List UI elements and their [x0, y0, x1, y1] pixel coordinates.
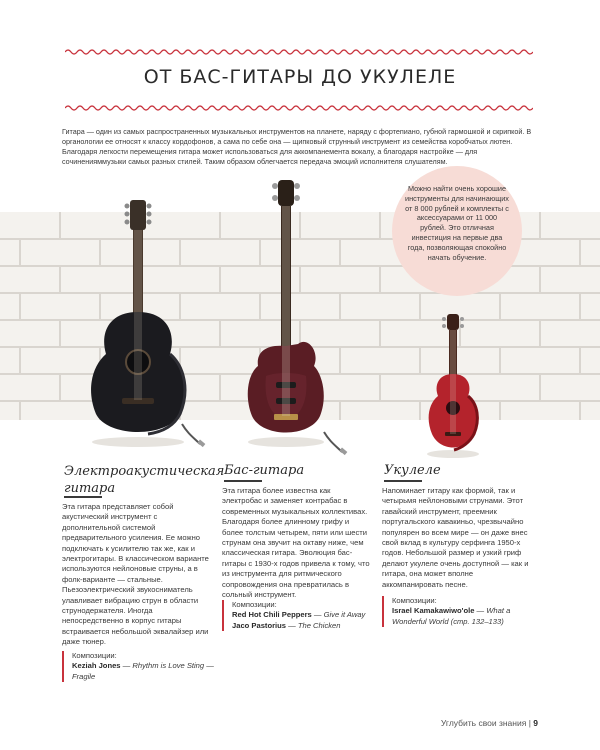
footer-separator: | [526, 718, 534, 728]
heading-bass: Бас-гитара [224, 463, 305, 478]
ukulele-illustration [418, 312, 488, 462]
intro-paragraph: Гитара — один из самых распространенных музыкальных инструментов на планете, наряду с фортепиано, губной гармошкой и скрипкой. В органологии ее относят к классу кордофонов, а сама по себе она — щипковый струнный инструмент из семейства коробчатых лютен. Благодаря легкости перемещения гитара может использоваться для аккомпанемента вокалу, а благодаря настройке — для сочиненияммузыки самых разных стилей. Таким образом облегчается передача эмоций исполнителя слушателям. [62, 127, 532, 166]
composition-separator: — [120, 661, 133, 671]
cable-jack-icon [178, 420, 208, 450]
composition-title: The Chicken [297, 620, 341, 630]
composition-title: Rhythm is Love Sting — Fragile [72, 661, 214, 681]
ukulele-description: Напоминает гитару как формой, так и четырьмя нейлоновыми струнами. Этот гавайский инструмент, преемник португальского кавакиньо, чрезвычайно популярен во всем мире — он даже внес свой вклад в культуру серфинга 1950-х годов. Небольшой размер и узкий гриф делают укулеле очень доступной — как и гитара, она может вполне аккомпанировать песне. [382, 486, 529, 589]
bass-guitar-illustration [236, 176, 336, 456]
heading-underline [224, 480, 262, 482]
compositions-label: Композиции: [72, 651, 117, 660]
heading-electroacoustic: Электроакустическая гитара [64, 464, 225, 496]
electroacoustic-compositions [62, 651, 217, 682]
electroacoustic-guitar-illustration [78, 194, 198, 454]
bass-compositions [222, 600, 372, 631]
compositions-label: Композиции: [392, 596, 437, 605]
heading-underline [384, 480, 422, 482]
cable-jack-icon [320, 428, 350, 458]
compositions-label: Композиции: [232, 600, 277, 609]
composition-artist: Israel Kamakawiwo'ole [392, 606, 475, 616]
page-number: 9 [533, 718, 538, 728]
price-tip-text: Можно найти очень хорошие инструменты для начинающих от 8 000 рублей и комплекты с аксессуарами от 11 000 рублей. Это отличная инвестиция на первые два года, позволяющая спокойно начать обучение. [405, 184, 509, 262]
footer-section-title: Углубить свои знания [440, 718, 527, 728]
composition-artist: Keziah Jones [72, 661, 121, 671]
electroacoustic-description: Эта гитара представляет собой акустический инструмент с дополнительной системой предварительного усиления. Ее можно подключать к усилителю так же, как и электрогитары. В классическом варианте используются нейлоновые струны, а в фолк-варианте — стальные. Пьезоэлектрический звукосниматель улавливает вибрацию струн в области струнодержателя. Иногда непосредственно в корпус гитары встраивается небольшой эквалайзер или даже тюнер. [62, 502, 209, 647]
bass-description: Эта гитара более известна как электробас и заменяет контрабас в современных музыкальных коллективах. Благодаря более длинному грифу и более толстым четырем, пяти или шести струнам она звучит на октаву ниже, чем классическая гитара. Эволюция бас-гитары с 1930-х годов привела к тому, что из инструмента для ритмического сопровождения она превратилась в сольный инструмент. [222, 486, 370, 600]
header-wave-bottom [65, 104, 533, 112]
composition-title: What a Wonderful World (стр. 132–133) [392, 606, 511, 626]
composition-separator: — [311, 610, 324, 620]
composition-artist: Red Hot Chili Peppers [232, 610, 312, 620]
composition-separator: — [474, 606, 487, 616]
heading-underline [64, 496, 102, 498]
heading-ukulele: Укулеле [384, 463, 441, 478]
page-footer [441, 718, 538, 728]
page-title: ОТ БАС-ГИТАРЫ ДО УКУЛЕЛЕ [143, 66, 457, 88]
ukulele-compositions [382, 596, 537, 627]
composition-separator: — [286, 620, 298, 630]
composition-title: Give it Away [323, 610, 366, 620]
composition-artist: Jaco Pastorius [232, 620, 287, 630]
header-wave-top [65, 48, 533, 56]
